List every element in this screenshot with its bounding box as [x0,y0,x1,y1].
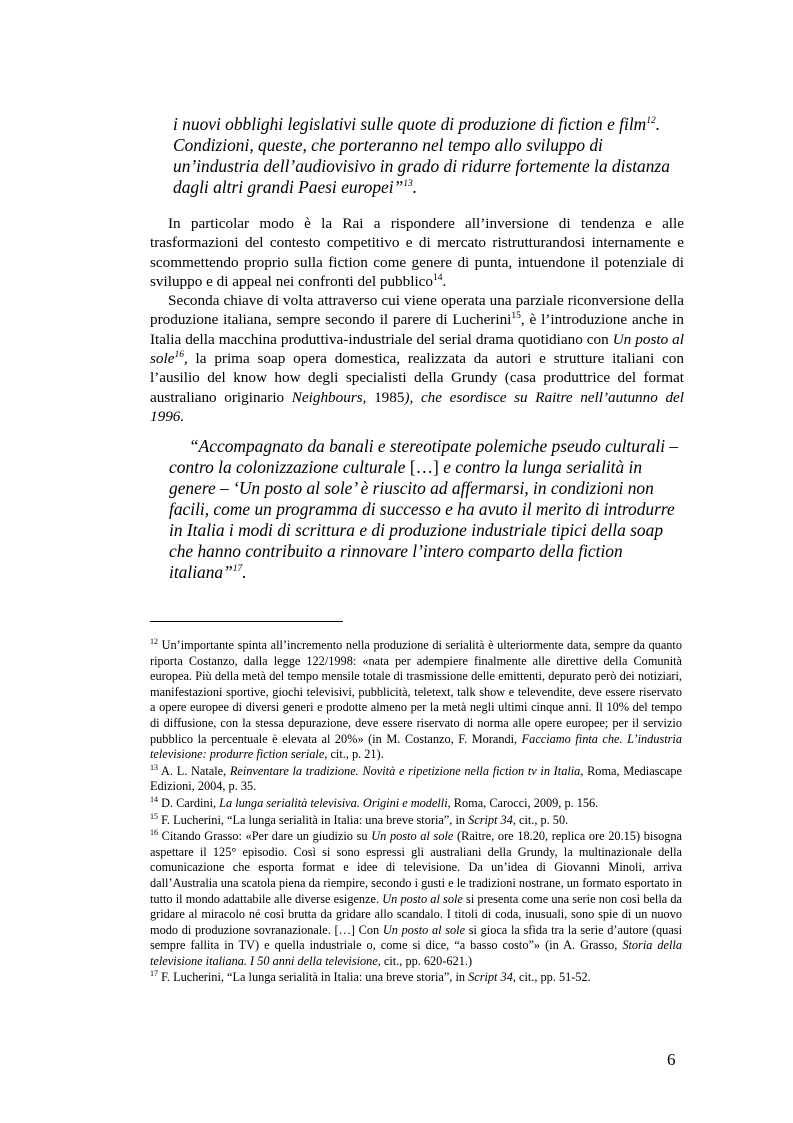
page-number: 6 [667,1050,676,1069]
quote-line: i nuovi obblighi legislativi sulle quote di produzione di fiction e film$^{12}$. [173,114,661,134]
footnote-ref[interactable]: 14 [433,272,443,283]
footnote-13: $^{13}$ A. L. Natale, Reinventare la tradizione. Novità e ripetizione nella fiction tv in Italia, Roma, Mediascape Edizioni, 2004, p. 35. [150,762,682,794]
body-text [150,214,684,426]
quote-line: Condizioni, queste, che porteranno nel tempo allo sviluppo di [173,135,603,155]
footnote-17: $^{17}$ F. Lucherini, “La lunga serialità in Italia: una breve storia”, in Script 34, cit., pp. 51-52. [150,969,591,985]
italic-title: Neighbours [291,388,363,406]
footnote-ref[interactable]: 12 [646,116,656,127]
footnote-16: $^{16}$ Citando Grasso: «Per dare un giudizio su Un posto al sole (Raitre, ore 18.20, replica ore 20.15) bisogna aspettare il 125° episodio. Così si sono espressi gli australiani della Grundy, la multinazionale della comunicazione che esporta format e idee di televisione. Da un’idea di Giovanni Minoli, arriva dall’Australia una scatola piena da riempire, secondo i gusti e le tradizioni nostrane, un formato esportato in tutto il mondo adattabile alle diverse esigenze. Un posto al sole si presenta come una serie non così bella da gridare al miracolo né così brutta da gridare allo scandalo. I titoli di coda, inusuali, sono spie di un nuovo modo di produzione sovranazionale. […] Con Un posto al sole si gioca la sfida tra la serie d’autore (quasi sempre fallita in TV) e quella industriale o, come si dice, “a basso costo”» (in A. Grasso, Storia della televisione italiana. I 50 anni della televisione, cit., pp. 620-621.) [150,828,682,968]
footnote-15: $^{15}$ F. Lucherini, “La lunga serialità in Italia: una breve storia”, in Script 34, cit., p. 50. [150,811,569,827]
paragraph: Seconda chiave di volta attraverso cui viene operata una parziale riconversione della produzione italiana, sempre secondo il parere di Lucherini$^{15}$, è l’introduzione anche in Italia della macchina produttiva-industriale del serial drama quotidiano con Un posto al sole$^{16}$, la prima soap opera domestica, realizzata da autori e strutture italiani con l’ausilio del know how degli specialisti della Grundy (casa produttrice del format australiano originario Neighbours, 1985), che esordisce su Raitre nell’autunno del 1996. [150,292,685,425]
quote-line: un’industria dell’audiovisivo in grado di ridurre fortemente la distanza [173,156,670,176]
footnotes [150,638,682,987]
footnote-14: $^{14}$ D. Cardini, La lunga serialità televisiva. Origini e modelli, Roma, Carocci, 2009, p. 156. [150,794,599,810]
paragraph: In particolar modo è la Rai a rispondere all’inversione di tendenza e alle trasformazioni del contesto competitivo e di mercato ristrutturandosi internamente e scommettendo proprio sulla fiction come genere di punta, intuendone il potenziale di sviluppo e di appeal nei confronti del pubblico$^{14}$. [150,215,684,290]
block-quote-top [173,114,693,198]
footnote-12: $^{12}$ Un’importante spinta all’incremento nella produzione di serialità è ulteriormente data, sempre da quanto riporta Costanzo, dalla legge 122/1998: «nata per adempiere finalmente alle direttive della Comunità europea. Più della metà del tempo mensile totale di trasmissione delle emittenti, depurato però dei notiziari, manifestazioni sportive, giochi televisivi, pubblicità, teletext, talk show e televendite, deve essere riservato a opere europee di diversi generi e prodotte almeno per la metà negli ultimi cinque anni. Il 10% del tempo di diffusione, con la stessa depurazione, deve essere riservato di norma alle opere europee; per il servizio pubblico la percentuale è elevata al 20%» (in M. Costanzo, F. Morandi, Facciamo finta che. L’industria televisione: produrre fiction seriale, cit., p. 21). [150,636,682,762]
footnote-ref[interactable]: 15 [511,311,521,322]
footnote-ref[interactable]: 17 [232,564,243,575]
footnote-ref[interactable]: 16 [174,350,184,361]
footnote-ref[interactable]: 13 [403,179,413,190]
italic-title: Un posto al sole [150,330,684,368]
footnote-separator [150,621,343,622]
block-quote-bottom: “Accompagnato da banali e stereotipate polemiche pseudo culturali – contro la colonizzazione culturale […] e contro la lunga serialità in genere – ‘Un posto al sole’ è riuscito ad affermarsi, in condizioni non facili, come un programma di successo e ha avuto il merito di introdurre in Italia i modi di scrittura e di produzione industriale tipici della soap che hanno contribuito a rinnovare l’intero comparto della fiction italiana”$^{17}$. [169,436,679,582]
quote-line: dagli altri grandi Paesi europei”$^{13}$. [173,177,418,197]
